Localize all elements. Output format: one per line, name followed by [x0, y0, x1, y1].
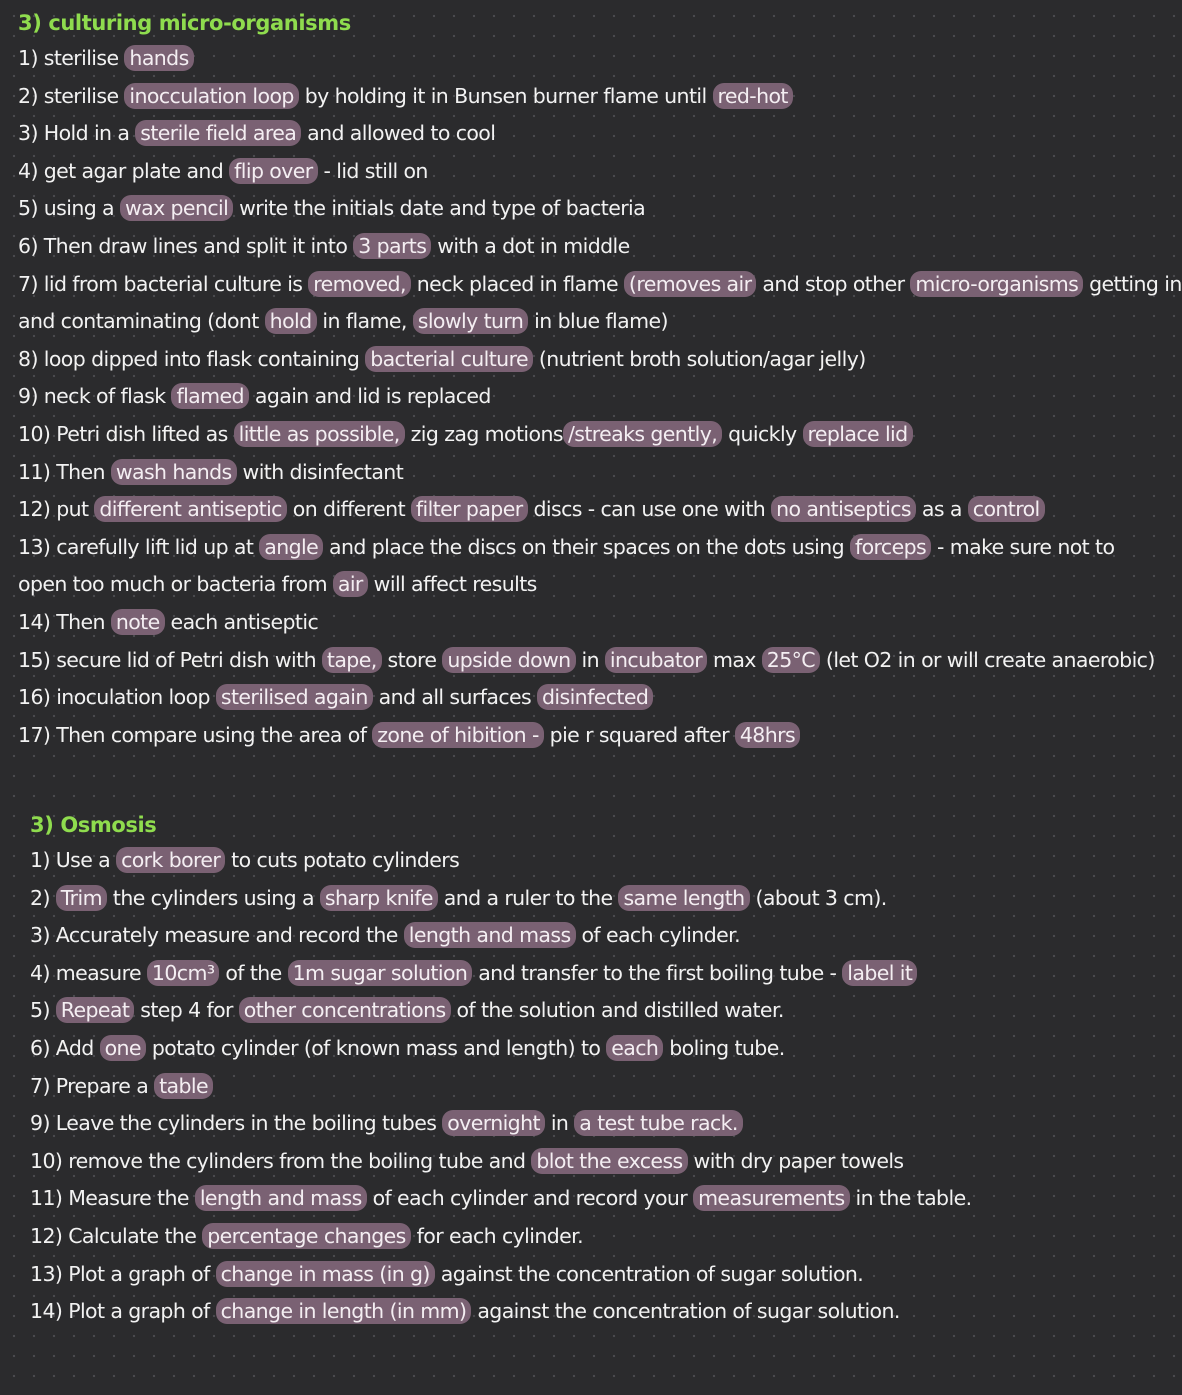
- step-text: 16) inoculation loop: [18, 685, 216, 710]
- step-text: 17) Then compare using the area of: [18, 722, 373, 747]
- step-text: discs - can use one with: [527, 497, 772, 522]
- step-text: getting in: [1083, 271, 1182, 296]
- step-text: 14) Then: [18, 609, 111, 634]
- step-text: and a ruler to the: [437, 885, 619, 910]
- step-text: 12) Calculate the: [30, 1223, 203, 1248]
- highlighted-text: length and mass: [195, 1185, 367, 1211]
- step-text: each antiseptic: [164, 609, 319, 634]
- step-line: [18, 679, 1078, 717]
- step-text: open too much or bacteria from: [18, 572, 333, 597]
- highlighted-text: sterilised again: [216, 684, 373, 710]
- highlighted-text: label it: [842, 960, 917, 986]
- highlighted-text: measurements: [693, 1185, 850, 1211]
- highlighted-text: table: [154, 1073, 213, 1099]
- step-line: [18, 529, 1115, 567]
- step-line: [18, 566, 1078, 604]
- step-text: (let O2 in or will create anaerobic): [820, 647, 1155, 672]
- highlighted-text: 48hrs: [735, 722, 800, 748]
- step-text: in: [544, 1111, 575, 1136]
- highlighted-text: cork borer: [116, 847, 225, 873]
- step-text: in the table.: [849, 1186, 972, 1211]
- highlighted-text: sharp knife: [320, 885, 438, 911]
- step-text: for each cylinder.: [410, 1223, 584, 1248]
- step-text: 13) Plot a graph of: [30, 1261, 216, 1286]
- step-text: zig zag motions: [404, 421, 563, 446]
- step-line: [18, 266, 1182, 304]
- highlighted-text: bacterial culture: [365, 346, 533, 372]
- step-line: [30, 1030, 1090, 1068]
- highlighted-text: change in length (in mm): [216, 1298, 472, 1324]
- step-text: (nutrient broth solution/agar jelly): [532, 346, 866, 371]
- step-text: 1) Use a: [30, 848, 117, 872]
- highlighted-text: same length: [618, 885, 749, 911]
- step-line: [18, 604, 1078, 642]
- step-text: 10) Petri dish lifted as: [18, 421, 234, 446]
- section-heading: 3) Osmosis: [30, 813, 157, 837]
- step-line: [30, 1180, 1090, 1218]
- highlighted-text: different antiseptic: [94, 496, 287, 522]
- step-text: 13) carefully lift lid up at: [18, 534, 260, 559]
- step-text: 14) Plot a graph of: [30, 1299, 216, 1324]
- step-text: max: [707, 647, 762, 672]
- step-line: [18, 40, 1078, 78]
- step-text: of the solution and distilled water.: [450, 998, 784, 1023]
- step-line: [18, 341, 1078, 379]
- step-text: pie r squared after: [543, 722, 735, 747]
- step-text: on different: [286, 497, 411, 522]
- highlighted-text: wash hands: [111, 459, 237, 485]
- highlighted-text: other concentrations: [239, 997, 451, 1023]
- step-line: [30, 1143, 1090, 1181]
- step-line: [30, 842, 1090, 880]
- step-text: write the initials date and type of bacteria: [233, 196, 646, 221]
- highlighted-text: 3 parts: [353, 233, 431, 259]
- highlighted-text: incubator: [605, 647, 707, 673]
- step-text: potato cylinder (of known mass and length) to: [145, 1035, 607, 1060]
- step-text: 15) secure lid of Petri dish with: [18, 647, 322, 672]
- step-line: [30, 1105, 1090, 1143]
- step-text: to cuts potato cylinders: [225, 848, 460, 872]
- step-line: [30, 1293, 1090, 1331]
- highlighted-text: micro-organisms: [910, 271, 1083, 297]
- step-text: 7) lid from bacterial culture is: [18, 271, 309, 296]
- step-line: [18, 454, 1078, 492]
- step-text: and transfer to the first boiling tube -: [472, 960, 843, 985]
- highlighted-text: filter paper: [411, 496, 528, 522]
- step-text: and all surfaces: [372, 685, 537, 710]
- step-text: 9) neck of flask: [18, 384, 172, 409]
- step-text: of the: [219, 960, 288, 985]
- step-text: 1) sterilise: [18, 46, 125, 70]
- step-text: 5) using a: [18, 196, 120, 221]
- highlighted-text: disinfected: [537, 684, 653, 710]
- highlighted-text: hold: [265, 308, 317, 334]
- highlighted-text: flip over: [229, 158, 317, 184]
- highlighted-text: Repeat: [56, 997, 135, 1023]
- step-text: boling tube.: [663, 1035, 785, 1060]
- highlighted-text: wax pencil: [120, 195, 233, 221]
- step-line: [30, 1068, 1090, 1106]
- highlighted-text: 1m sugar solution: [288, 960, 473, 986]
- highlighted-text: flamed: [171, 383, 248, 409]
- highlighted-text: red-hot: [713, 83, 793, 109]
- step-text: and contaminating (dont: [18, 309, 265, 334]
- step-text: neck placed in flame: [410, 271, 624, 296]
- step-text: against the concentration of sugar solution.: [471, 1299, 900, 1324]
- highlighted-text: hands: [124, 45, 193, 71]
- step-text: the cylinders using a: [106, 885, 320, 910]
- step-line: [30, 1256, 1090, 1294]
- step-line: [18, 491, 1078, 529]
- step-text: 11) Measure the: [30, 1186, 195, 1211]
- step-text: store: [381, 647, 443, 672]
- highlighted-text: length and mass: [404, 922, 576, 948]
- step-line: [30, 955, 1090, 993]
- section-culturing-micro-organisms: [18, 6, 1182, 754]
- highlighted-text: tape,: [322, 647, 382, 673]
- step-text: 8) loop dipped into flask containing: [18, 346, 366, 371]
- step-text: with a dot in middle: [431, 233, 630, 258]
- highlighted-text: air: [333, 571, 368, 597]
- highlighted-text: replace lid: [803, 421, 913, 447]
- highlighted-text: a test tube rack.: [574, 1110, 743, 1136]
- highlighted-text: Trim: [56, 885, 107, 911]
- highlighted-text: /streaks gently,: [563, 421, 722, 447]
- step-text: - make sure not to: [931, 534, 1115, 559]
- step-text: - lid still on: [317, 158, 428, 183]
- step-line: [18, 190, 1078, 228]
- step-text: 2) sterilise: [18, 83, 125, 108]
- step-line: [18, 303, 1078, 341]
- step-text: in blue flame): [528, 309, 668, 334]
- step-text: 2): [30, 885, 56, 910]
- highlighted-text: percentage changes: [202, 1223, 411, 1249]
- highlighted-text: each: [606, 1035, 663, 1061]
- step-text: 12) put: [18, 497, 95, 522]
- step-text: (about 3 cm).: [749, 885, 887, 910]
- step-text: and stop other: [756, 271, 911, 296]
- step-line: [18, 153, 1078, 191]
- step-text: in: [575, 647, 605, 672]
- highlighted-text: overnight: [442, 1110, 545, 1136]
- step-line: [18, 378, 1078, 416]
- step-text: quickly: [722, 421, 803, 446]
- step-text: of each cylinder and record your: [366, 1186, 694, 1211]
- step-text: with disinfectant: [236, 459, 404, 484]
- highlighted-text: sterile field area: [135, 120, 301, 146]
- highlighted-text: forceps: [850, 534, 931, 560]
- section-heading: 3) culturing micro-organisms: [18, 11, 351, 35]
- highlighted-text: 25°C: [762, 647, 820, 673]
- step-text: 6) Add: [30, 1035, 100, 1060]
- step-text: will affect results: [367, 572, 537, 597]
- step-text: 6) Then draw lines and split it into: [18, 233, 354, 258]
- highlighted-text: little as possible,: [234, 421, 405, 447]
- step-line: [30, 992, 1090, 1030]
- step-text: 4) get agar plate and: [18, 158, 230, 183]
- step-text: with dry paper towels: [687, 1148, 904, 1173]
- highlighted-text: removed,: [308, 271, 411, 297]
- highlighted-text: (removes air: [624, 271, 757, 297]
- step-text: as a: [916, 497, 968, 522]
- step-text: 3) Accurately measure and record the: [30, 923, 404, 948]
- section-osmosis: [30, 808, 1090, 1331]
- highlighted-text: control: [968, 496, 1045, 522]
- step-text: of each cylinder.: [575, 923, 740, 948]
- step-text: 9) Leave the cylinders in the boiling tubes: [30, 1111, 443, 1136]
- step-line: [18, 78, 1078, 116]
- highlighted-text: blot the excess: [531, 1148, 687, 1174]
- step-text: 11) Then: [18, 459, 111, 484]
- step-line: [18, 642, 1155, 680]
- step-text: 4) measure: [30, 960, 147, 985]
- highlighted-text: one: [100, 1035, 146, 1061]
- step-list: [30, 842, 1090, 1331]
- step-line: [18, 717, 1078, 755]
- step-list: [18, 40, 1182, 754]
- highlighted-text: angle: [259, 534, 323, 560]
- highlighted-text: change in mass (in g): [216, 1261, 435, 1287]
- step-text: and allowed to cool: [301, 121, 496, 146]
- step-text: in flame,: [316, 309, 413, 334]
- step-text: step 4 for: [134, 998, 239, 1023]
- step-text: 3) Hold in a: [18, 121, 136, 146]
- step-text: 10) remove the cylinders from the boiling tube and: [30, 1148, 532, 1173]
- highlighted-text: note: [111, 609, 165, 635]
- highlighted-text: zone of hibition -: [372, 722, 543, 748]
- step-line: [30, 917, 1090, 955]
- highlighted-text: slowly turn: [413, 308, 529, 334]
- highlighted-text: inocculation loop: [124, 83, 298, 109]
- step-text: and place the discs on their spaces on the dots using: [323, 534, 850, 559]
- step-line: [18, 115, 1078, 153]
- step-text: by holding it in Bunsen burner flame until: [298, 83, 713, 108]
- step-text: against the concentration of sugar solution.: [434, 1261, 864, 1286]
- highlighted-text: 10cm³: [147, 960, 220, 986]
- highlighted-text: upside down: [442, 647, 575, 673]
- step-line: [18, 228, 1078, 266]
- step-text: again and lid is replaced: [248, 384, 491, 409]
- step-line: [18, 416, 1078, 454]
- step-line: [30, 880, 1090, 918]
- step-text: 7) Prepare a: [30, 1073, 155, 1098]
- step-text: 5): [30, 998, 56, 1023]
- step-line: [30, 1218, 1090, 1256]
- highlighted-text: no antiseptics: [771, 496, 916, 522]
